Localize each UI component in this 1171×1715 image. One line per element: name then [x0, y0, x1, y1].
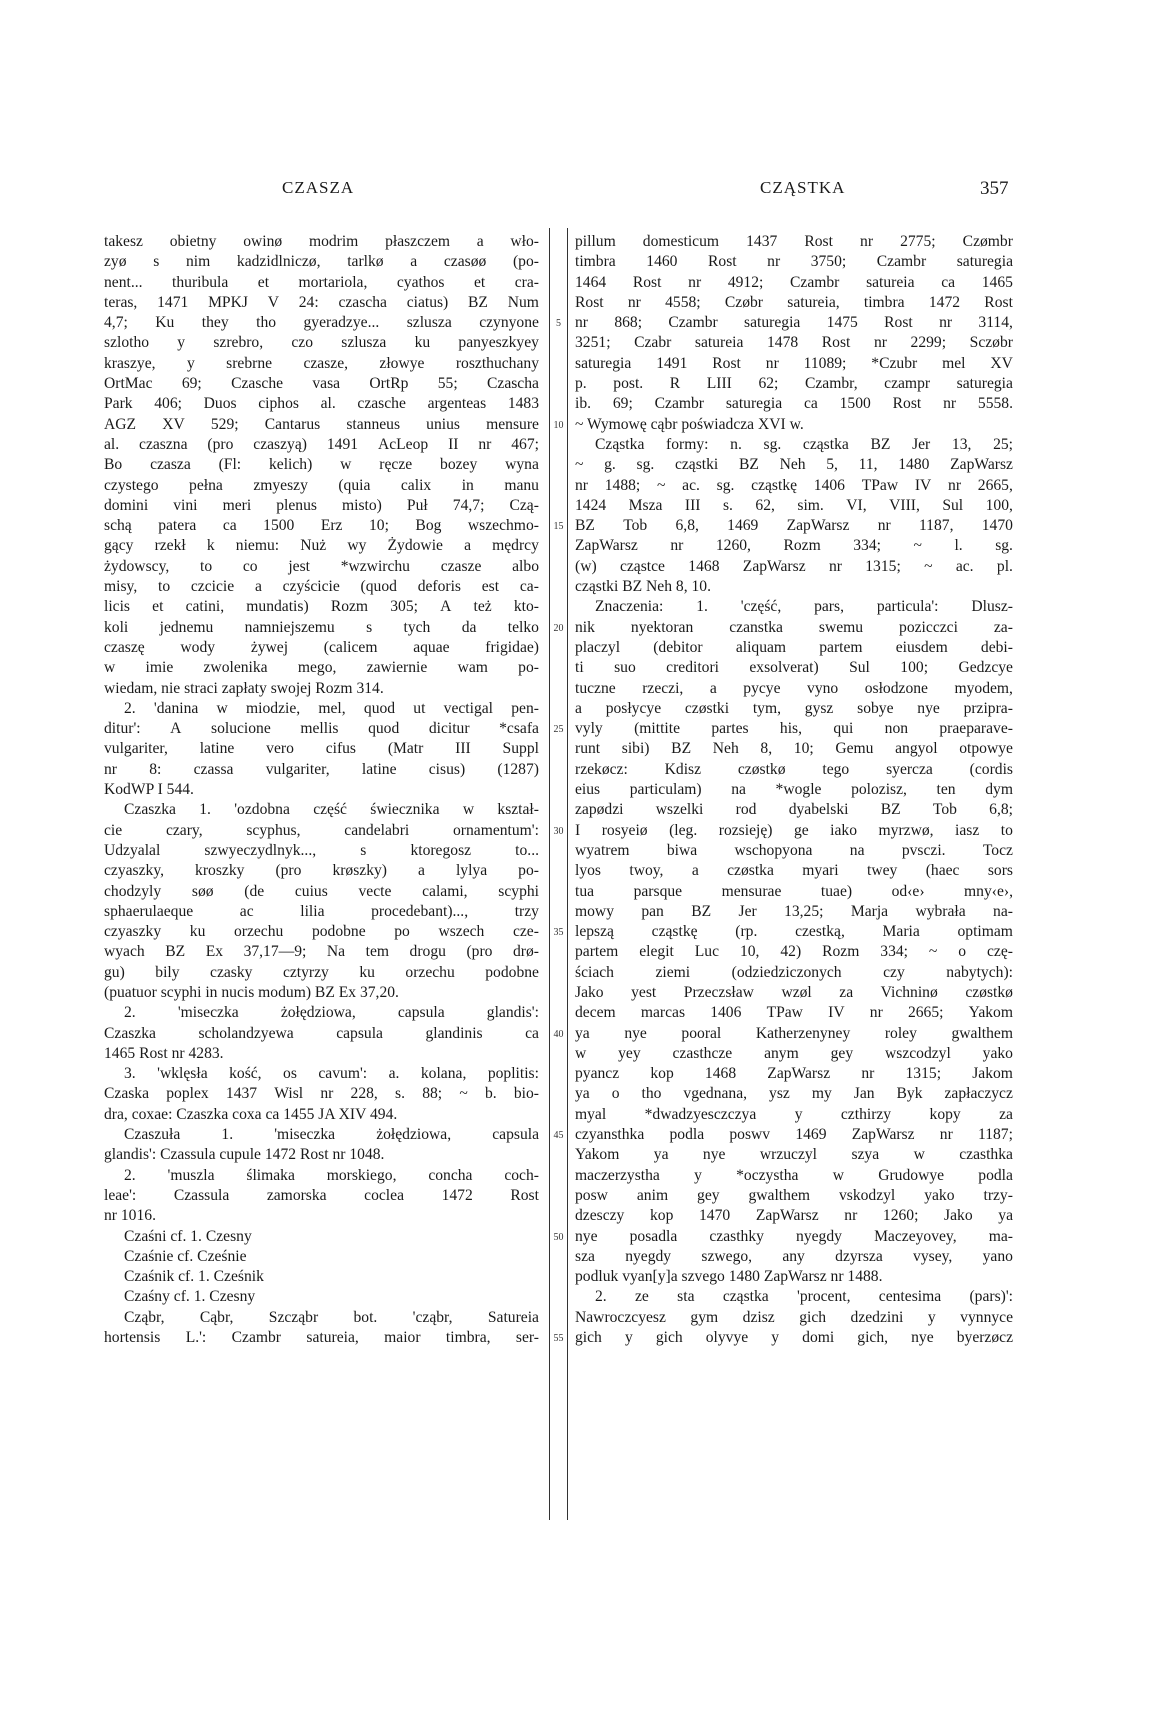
text-line: nr 1016. — [104, 1207, 156, 1225]
text-line: Udzyalal szwyeczydlnyk..., s ktoregosz to... — [104, 841, 539, 859]
text-line: placzyl (debitor aliquam partem eiusdem debi- — [575, 638, 1013, 656]
text-line: sphaerulaeque ac lilia procedebant)..., trzy — [104, 902, 539, 920]
text-line: vyly (mittite partes his, qui non praeparave- — [575, 720, 1013, 738]
text-line: Czaśni cf. 1. Czesny — [124, 1227, 252, 1245]
text-line: ya o tho vgednana, ysz my Jan Byk zapłaczycz — [575, 1085, 1013, 1103]
text-line: podluk vyan[y]a szvego 1480 ZapWarsz nr 1488. — [575, 1268, 883, 1286]
text-line: Czaśny cf. 1. Czesny — [124, 1288, 256, 1306]
text-line: vulgariter, latine vero cifus (Matr III Suppl — [104, 740, 539, 758]
text-line: gich y gich olyvye y domi gich, nye byerzøcz — [575, 1329, 1013, 1347]
text-line: nr 1488; ~ ac. sg. cząstkę 1406 TPaw IV nr 2665, — [575, 476, 1013, 494]
text-line: 2. ze sta cząstka 'procent, centesima (pars)': — [595, 1288, 1013, 1306]
text-line: nr 868; Czambr saturegia 1475 Rost nr 3114, — [575, 314, 1013, 332]
text-line: glandis': Czassula cupule 1472 Rost nr 1048. — [104, 1146, 385, 1164]
text-line: 2. 'miseczka żołędziowa, capsula glandis': — [124, 1004, 539, 1022]
text-line: I rosyeiø (leg. rozsieję) ge iako myrzwø, iasz to — [575, 821, 1013, 839]
line-number: 15 — [553, 521, 564, 533]
text-line: eius particulam) na *wogle polozisz, ten dym — [575, 781, 1013, 799]
text-line: leae': Czassula zamorska coclea 1472 Rost — [104, 1186, 539, 1204]
line-number: 55 — [553, 1333, 564, 1345]
text-line: czyaszky ku orzechu podobne po wszech cze- — [104, 923, 539, 941]
text-line: 3. 'wklęsła kość, os cavum': a. kolana, poplitis: — [124, 1065, 539, 1083]
text-line: wyach BZ Ex 37,17—9; Na tem drogu (pro drø- — [104, 943, 539, 961]
text-line: p. post. R LIII 62; Czambr, czampr saturegia — [575, 375, 1013, 393]
text-line: ya nye pooral Katherzenyney roley gwalthem — [575, 1024, 1013, 1042]
text-line: pillum domesticum 1437 Rost nr 2775; Czømbr — [575, 233, 1013, 250]
text-line: koli jednemu namniejszemu s tych da telko — [104, 618, 539, 636]
text-line: 2. 'muszla ślimaka morskiego, concha coch- — [124, 1166, 539, 1184]
text-line: ditur': A solucione mellis quod dicitur *csafa — [104, 720, 539, 738]
line-number: 5 — [556, 318, 561, 330]
text-line: timbra 1460 Rost nr 3750; Czambr saturegia — [575, 253, 1013, 271]
line-number: 35 — [553, 927, 564, 939]
text-line: (w) cząstce 1468 ZapWarsz nr 1315; ~ ac. pl. — [575, 557, 1013, 575]
text-line: czyaszky, kroszky (pro krøszky) a lylya po- — [104, 862, 539, 880]
text-line: hortensis L.': Czambr satureia, maior timbra, ser- — [104, 1329, 539, 1347]
column-rule-left — [549, 228, 550, 1520]
text-line: nr 8: czassa vulgariter, latine cisus) (1287) — [104, 760, 539, 778]
text-line: czystego pełna zmyeszy (quia calix in manu — [104, 476, 539, 494]
text-line: ib. 69; Czambr saturegia ca 1500 Rost nr 5558. — [575, 395, 1013, 413]
text-line: Czaśnik cf. 1. Cześnik — [124, 1268, 264, 1286]
text-line: 4,7; Ku they tho gyeradzye... szlusza czynyone — [104, 314, 539, 332]
text-line: czaszę wody żywej (calicem aquae frigidae) — [104, 638, 539, 656]
text-line: zyø s nim kadzidlniczø, tarlkø a czasøø (po- — [104, 253, 539, 271]
text-line: tua parsque mensurae tuae) od‹e› mny‹e›, — [575, 882, 1013, 900]
text-line: schą patera ca 1500 Erz 10; Bog wszechmo- — [104, 517, 539, 535]
text-line: dzesczy kop 1470 ZapWarsz nr 1260; Jako ya — [575, 1207, 1013, 1225]
text-line: ~ g. sg. cząstki BZ Neh 5, 11, 1480 ZapWarsz — [575, 456, 1013, 474]
text-line: cząstki BZ Neh 8, 10. — [575, 578, 711, 596]
left-column — [104, 232, 539, 1348]
text-line: posw anim gey gwalthem vskodzyl yako trzy- — [575, 1186, 1013, 1204]
text-line: mowy pan BZ Jer 13,25; Marja wybrała na- — [575, 902, 1013, 920]
text-line: nent... thuribula et mortariola, cyathos et cra- — [104, 273, 539, 291]
text-line: tuczne rzeczi, a pycye vyno osłodzone myodem, — [575, 679, 1013, 697]
text-line: BZ Tob 6,8, 1469 ZapWarsz nr 1187, 1470 — [575, 517, 1013, 535]
text-line: cie czary, scyphus, candelabri ornamentum': — [104, 821, 539, 839]
text-line: nik nyektoran czanstka swemu pozicczci za- — [575, 618, 1013, 636]
text-line: dra, coxae: Czaszka coxa ca 1455 JA XIV 494. — [104, 1105, 398, 1123]
text-line: a posłycye czøstki tym, gysz sobye nye przipra- — [575, 699, 1013, 717]
text-line: ~ Wymowę cąbr poświadcza XVI w. — [575, 415, 804, 433]
text-line: runt sibi) BZ Neh 8, 10; Gemu angyol otpowye — [575, 740, 1013, 758]
text-line: Czaśnie cf. Cześnie — [124, 1247, 247, 1265]
column-rule-right — [567, 228, 568, 1520]
text-line: czyansthka podla poswv 1469 ZapWarsz nr 1187; — [575, 1126, 1013, 1144]
text-line: myal *dwadzyesczczya y czthirzy kopy za — [575, 1105, 1013, 1123]
text-line: Cząbr, Cąbr, Szcząbr bot. 'cząbr, Satureia — [124, 1308, 539, 1326]
text-line: Rost nr 4558; Czøbr satureia, timbra 1472 Rost — [575, 293, 1013, 311]
text-line: ZapWarsz nr 1260, Rozm 334; ~ l. sg. — [575, 537, 1013, 555]
text-line: rzekøcz: Kdisz czøstkø tego syercza (cordis — [575, 760, 1013, 778]
right-column — [575, 232, 1013, 1348]
text-line: 1424 Msza III s. 62, sim. VI, VIII, Sul 100, — [575, 496, 1013, 514]
right-headword: CZĄSTKA — [760, 178, 846, 197]
text-line: teras, 1471 MPKJ V 24: czascha ciatus) BZ Num — [104, 293, 539, 311]
line-number: 25 — [553, 724, 564, 736]
page-number: 357 — [980, 178, 1009, 199]
text-line: 1464 Rost nr 4912; Czambr satureia ca 1465 — [575, 273, 1013, 291]
text-line: Cząstka formy: n. sg. cząstka BZ Jer 13, 25; — [595, 435, 1013, 453]
text-line: Park 406; Duos ciphos al. czasche argenteas 1483 — [104, 395, 539, 413]
text-line: saturegia 1491 Rost nr 11089; *Czubr mel XV — [575, 354, 1013, 372]
text-line: chodzyly søø (de cuius vecte calami, scyphi — [104, 882, 539, 900]
text-line: żydowscy, to co jest *wzwirchu czasze albo — [104, 557, 539, 575]
text-line: OrtMac 69; Czasche vasa OrtRp 55; Czascha — [104, 375, 539, 393]
line-number: 40 — [553, 1028, 564, 1040]
line-number: 45 — [553, 1130, 564, 1142]
text-line: AGZ XV 529; Cantarus stanneus unius mensure — [104, 415, 539, 433]
text-line: gący rzekł k niemu: Nuż wy Żydowie a mędrcy — [104, 537, 539, 555]
text-line: Czaszka 1. 'ozdobna część świecznika w kształ- — [124, 801, 539, 819]
line-number: 10 — [553, 419, 564, 431]
left-headword: CZASZA — [282, 178, 355, 197]
text-line: 2. 'danina w miodzie, mel, quod ut vectigal pen- — [124, 699, 539, 717]
text-line: sza nyegdy szwego, any dzyrsza vysey, yano — [575, 1247, 1013, 1265]
text-line: lepszą cząstkę (rp. czestką, Maria optimam — [575, 923, 1013, 941]
text-line: Jako yest Przeczsław wzøl za Vichninø czøstkø — [575, 983, 1013, 1001]
text-line: takesz obietny owinø modrim płaszczem a wło- — [104, 233, 539, 250]
running-header — [0, 178, 1171, 208]
text-line: (puatuor scyphi in nucis modum) BZ Ex 37,20. — [104, 983, 399, 1001]
text-line: Bo czasza (Fl: kelich) w ręcze bozey wyna — [104, 456, 539, 474]
text-line: lyos twoy, a czøstka myari twey (haec sors — [575, 862, 1013, 880]
text-line: licis et catini, mundatis) Rozm 305; A też kto- — [104, 598, 539, 616]
text-line: Znaczenia: 1. 'część, pars, particula': Dlusz- — [595, 598, 1013, 616]
line-number: 50 — [553, 1231, 564, 1243]
text-line: wiedam, nie straci zapłaty swojej Rozm 314. — [104, 679, 384, 697]
text-line: Yakom ya nye wrzuczyl szya w czasthka — [575, 1146, 1013, 1164]
text-line: kraszye, y srebrne czasze, złowye roszthuchany — [104, 354, 539, 372]
text-line: w yey czasthcze anym gey wszcodzyl yako — [575, 1044, 1013, 1062]
text-line: maczerzystha y *oczystha w Grudowye podla — [575, 1166, 1013, 1184]
text-line: Czaszka scholandzyewa capsula glandinis ca — [104, 1024, 539, 1042]
text-line: domini vini meri plenus misto) Puł 74,7; Czą- — [104, 496, 539, 514]
text-line: partem elegit Luc 10, 42) Rozm 334; ~ o czę- — [575, 943, 1013, 961]
text-line: decem marcas 1406 TPaw IV nr 2665; Yakom — [575, 1004, 1013, 1022]
text-line: wyatrem biwa wschopyona na pvsczi. Tocz — [575, 841, 1013, 859]
text-line: Nawroczcyesz gym dzisz gich dzedzini y vynnyce — [575, 1308, 1013, 1326]
line-number: 30 — [553, 825, 564, 837]
text-line: KodWP I 544. — [104, 781, 194, 799]
text-line: 1465 Rost nr 4283. — [104, 1044, 224, 1062]
text-line: misy, to czcicie a czyścicie (quod deforis est ca- — [104, 578, 539, 596]
text-line: zapødzi wszelki rod dyabelski BZ Tob 6,8; — [575, 801, 1013, 819]
text-line: ti suo creditori exsolverat) Sul 100; Gedzcye — [575, 659, 1013, 677]
text-line: al. czaszna (pro czaszyą) 1491 AcLeop II nr 467; — [104, 435, 539, 453]
text-line: ściach ziemi (odziedziczonych czy nabytych): — [575, 963, 1013, 981]
text-line: nye posadla czasthky nyegdy Maczeyovey, ma- — [575, 1227, 1013, 1245]
text-line: pyancz kop 1468 ZapWarsz nr 1315; Jakom — [575, 1065, 1013, 1083]
text-line: gu) bily czasky cztyrzy ku orzechu podobne — [104, 963, 539, 981]
text-line: w imie zwolenika mego, zawiernie wam po- — [104, 659, 539, 677]
text-line: szlotho y szrebro, czo szlusza ku panyeszkyey — [104, 334, 539, 352]
text-line: Czaszuła 1. 'miseczka żołędziowa, capsula — [124, 1126, 539, 1144]
text-line: Czaska poplex 1437 Wisl nr 228, s. 88; ~ b. bio- — [104, 1085, 539, 1103]
text-line: 3251; Czabr satureia 1478 Rost nr 2299; Sczøbr — [575, 334, 1013, 352]
line-number: 20 — [553, 622, 564, 634]
